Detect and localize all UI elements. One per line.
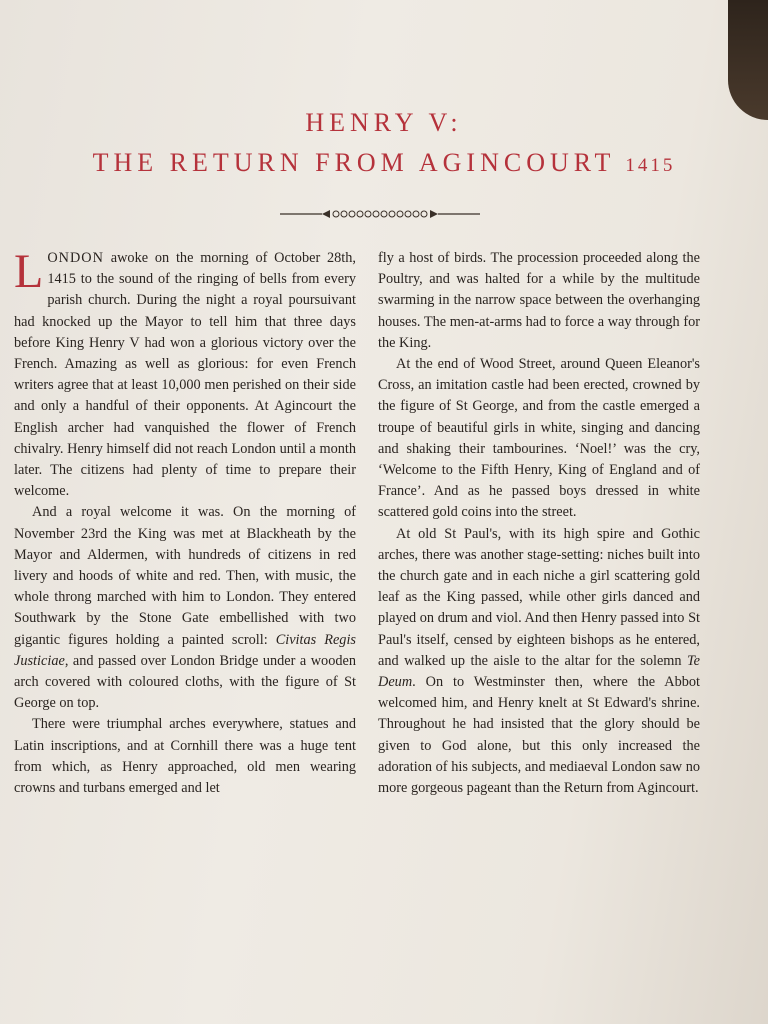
paragraph: At the end of Wood Street, around Queen Eleanor's Cross, an imitation castle had been erected, crowned by the figure of St George, and from the castle emerged a troupe of beautiful girls in white, singing and dancing and shaking their tambourines. ‘Noel!’ was the cry, ‘Welcome to the Fifth Henry, King of England and of France’. And as he passed boys dressed in white scattered gold coins into the street. xyxy=(378,356,700,521)
paragraph-text: And a royal welcome it was. On the morning of November 23rd the King was met at Blackheath by the Mayor and Aldermen, with hundreds of citizens in red livery and hoods of white and red. Then, with music, the whole throng marched with him to London. They entered Southwark by the Stone Gate embellished with two gigantic figures holding a painted scroll: xyxy=(14,504,356,648)
latin-phrase: Te Deum xyxy=(378,652,700,691)
paragraph: There were triumphal arches everywhere, statues and Latin inscriptions, and at Cornhill there was a huge tent from which, as Henry approached, old men wearing crowns and turbans emerged and let xyxy=(14,716,356,797)
drop-cap: L xyxy=(14,245,44,298)
paragraph-text: At old St Paul's, with its high spire and Gothic arches, there was another stage-setting: niches built into the church gate and in each niche a girl scattering gold leaf as the King passed, while other girls danced and played on drum and viol. And then Henry passed into St Paul's itself, censed by eighteen bishops as he entered, and walked up the aisle to the altar for the solemn xyxy=(378,525,700,669)
paragraph-text: , and passed over London Bridge under a wooden arch covered with coloured cloths, with the figure of St George on top. xyxy=(14,652,356,712)
opening-word: ONDON xyxy=(47,250,104,266)
paragraph: fly a host of birds. The procession proceeded along the Poultry, and was halted for a while by the multitude swarming in the narrow space between the overhanging houses. The men-at-arms had to force a way through for the King. xyxy=(378,250,700,351)
left-text-column xyxy=(14,245,356,799)
ornament-divider-icon xyxy=(280,207,480,221)
paragraph-text: awoke on the morning of October 28th, 1415 to the sound of the ringing of bells from every parish church. During the night a royal poursuivant had knocked up the Mayor to tell him that three days before King Henry V had won a glorious victory over the French. Amazing as well as glorious: for even French writers agree that at least 10,000 men perished on their side and only a handful of their opponents. At Agincourt the English archer had vanquished the flower of French chivalry. Henry himself did not reach London until a month later. The citizens had plenty of time to prepare their welcome. xyxy=(14,250,356,500)
chapter-title: HENRY V: xyxy=(305,108,463,137)
paragraph xyxy=(14,245,356,502)
chapter-subtitle xyxy=(0,148,768,178)
paragraph xyxy=(14,502,356,714)
paragraph xyxy=(378,524,700,800)
title-year: 1415 xyxy=(625,155,676,176)
paragraph-text: . On to Westminster then, where the Abbot welcomed him, and Henry knelt at St Edward's shrine. Throughout he had insisted that the glory should be given to God alone, but this only increased the adoration of his subjects, and mediaeval London saw no more gorgeous pageant than the Return from Agincourt. xyxy=(378,674,700,797)
latin-phrase: Civitas Regis Justiciae xyxy=(14,631,356,669)
right-text-column xyxy=(378,248,700,799)
page-edge-shadow xyxy=(728,0,768,120)
subtitle-text: THE RETURN FROM AGINCOURT xyxy=(92,148,616,177)
